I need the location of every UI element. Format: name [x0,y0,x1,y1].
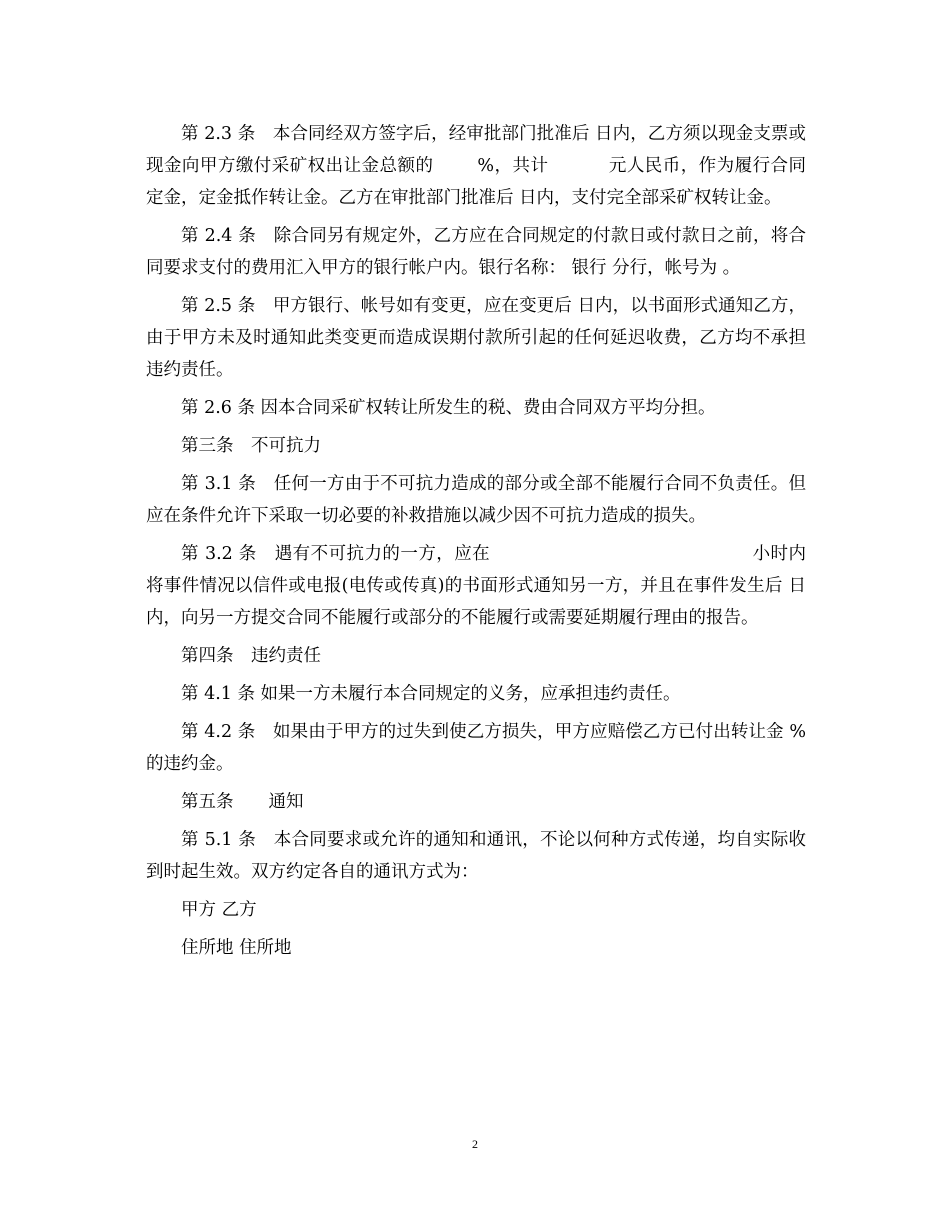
clause-2-3-part-1: 第 2.3 条 本合同经双方签字后，经审批部门批准后 日内，乙方须以现金支票或现金向甲方缴付采矿权出让金总额的 [146,124,806,176]
clause-2-3 [146,118,806,214]
clause-3-1: 第 3.1 条 任何一方由于不可抗力造成的部分或全部不能履行合同不负责任。但应在条件允许下采取一切必要的补救措施以减少因不可抗力造成的损失。 [146,474,806,526]
clause-3-2-part-2: 小时内将事件情况以信件或电报(电传或传真)的书面形式通知另一方，并且在事件发生后 日内，向另一方提交合同不能履行或部分的不能履行或需要延期履行理由的报告。 [146,544,806,628]
clause-5-1: 第 5.1 条 本合同要求或允许的通知和通讯，不论以何种方式传递，均自实际收到时起生效。双方约定各自的通讯方式为： [146,830,806,882]
document-body [146,118,806,970]
clause-2-4: 第 2.4 条 除合同另有规定外，乙方应在合同规定的付款日或付款日之前，将合同要求支付的费用汇入甲方的银行帐户内。银行名称： 银行 分行，帐号为 。 [146,226,806,278]
page-number: 2 [472,1137,478,1151]
clause-2-5: 第 2.5 条 甲方银行、帐号如有变更，应在变更后 日内，以书面形式通知乙方，由于甲方未及时通知此类变更而造成误期付款所引起的任何延迟收费，乙方均不承担违约责任。 [146,296,806,380]
clause-4-1: 第 4.1 条 如果一方未履行本合同规定的义务，应承担违约责任。 [181,684,681,704]
party-labels: 甲方 乙方 [181,900,257,920]
clause-2-6: 第 2.6 条 因本合同采矿权转让所发生的税、费由合同双方平均分担。 [181,398,716,418]
clause-3-2-part-1: 第 3.2 条 遇有不可抗力的一方，应在 [181,544,491,564]
clause-2-3-part-2: %，共计 [477,156,549,176]
clause-2-3-part-3: 元人民币，作为履行合同定金，定金抵作转让金。乙方在审批部门批准后 日内，支付完全部采矿权转让金。 [146,156,807,208]
article-4-heading: 第四条 违约责任 [181,646,321,666]
clause-3-2 [146,538,806,634]
clause-4-2: 第 4.2 条 如果由于甲方的过失到使乙方损失，甲方应赔偿乙方已付出转让金 %的违约金。 [146,722,806,774]
article-5-heading: 第五条 通知 [181,792,304,812]
article-3-heading: 第三条 不可抗力 [181,436,321,456]
address-labels: 住所地 住所地 [181,938,292,958]
